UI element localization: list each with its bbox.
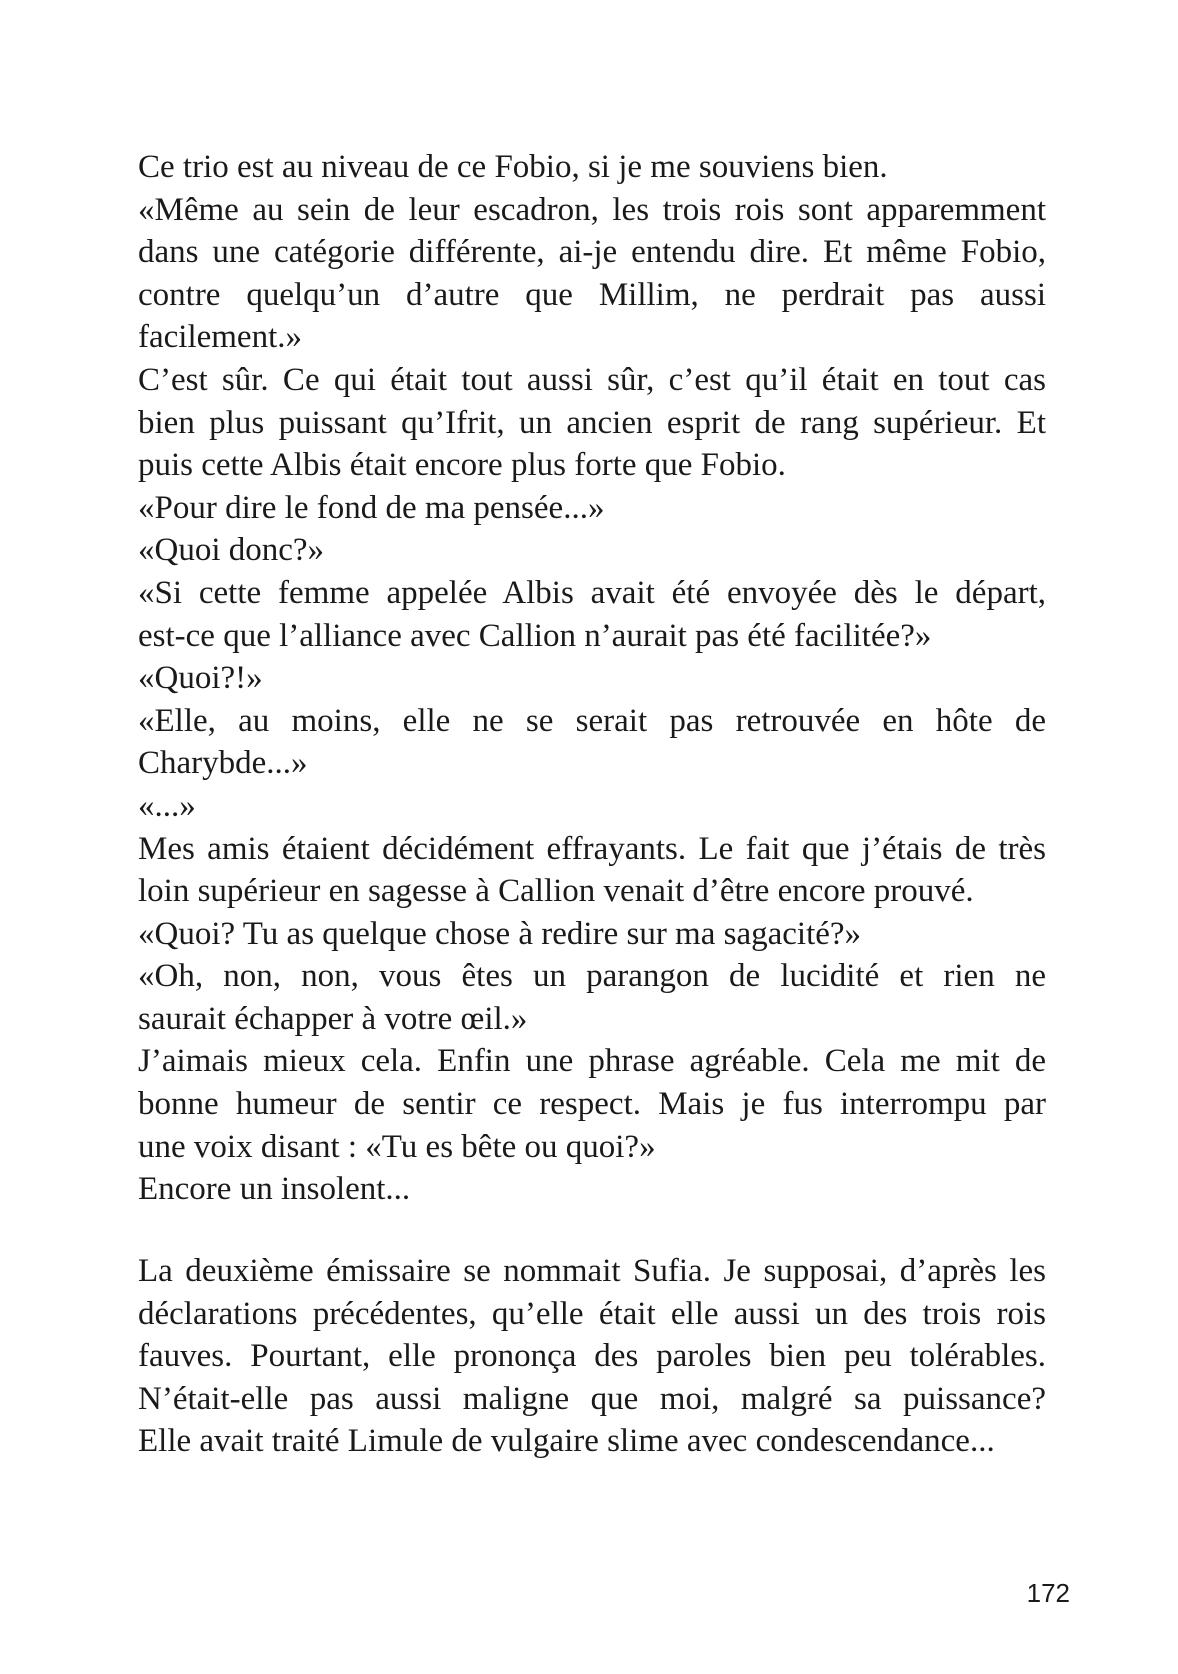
text-line: «Si cette femme appelée Albis avait été envoyée dès le départ, <box>138 574 1046 611</box>
text-line: Elle avait traité Limule de vulgaire slime avec condescendance... <box>138 1423 995 1460</box>
text-line: loin supérieur en sagesse à Callion venait d’être encore prouvé. <box>138 873 974 910</box>
text-line: «Quoi?!» <box>138 660 263 697</box>
text-line: C’est sûr. Ce qui était tout aussi sûr, c’est qu’il était en tout cas <box>138 361 1046 398</box>
text-line: «Quoi? Tu as quelque chose à redire sur ma sagacité?» <box>138 915 862 952</box>
text-line: J’aimais mieux cela. Enfin une phrase agréable. Cela me mit de <box>138 1043 1046 1080</box>
text-line: La deuxième émissaire se nommait Sufia. Je supposai, d’après les <box>138 1253 1046 1289</box>
text-block-2 <box>138 1250 1046 1463</box>
text-line: une voix disant : «Tu es bête ou quoi?» <box>138 1128 656 1165</box>
text-block-1 <box>138 146 1046 1211</box>
text-line: fauves. Pourtant, elle prononça des paroles bien peu tolérables. <box>138 1338 1046 1375</box>
text-line: Encore un insolent... <box>138 1171 411 1208</box>
text-line: «Même au sein de leur escadron, les trois rois sont apparemment <box>138 191 1046 228</box>
text-line: puis cette Albis était encore plus forte que Fobio. <box>138 447 786 484</box>
page-number: 172 <box>1026 1578 1070 1608</box>
text-line: bonne humeur de sentir ce respect. Mais je fus interrompu par <box>138 1086 1046 1123</box>
text-line: Ce trio est au niveau de ce Fobio, si je me souviens bien. <box>138 149 888 185</box>
text-line: «Oh, non, non, vous êtes un parangon de lucidité et rien ne <box>138 958 1046 995</box>
text-line: déclarations précédentes, qu’elle était elle aussi un des trois rois <box>138 1295 1046 1332</box>
text-line: «Pour dire le fond de ma pensée...» <box>138 489 605 526</box>
text-line: facilement.» <box>138 319 303 356</box>
text-line: «Elle, au moins, elle ne se serait pas retrouvée en hôte de <box>138 702 1046 739</box>
text-line: saurait échapper à votre œil.» <box>138 1000 528 1037</box>
text-line: Mes amis étaient décidément effrayants. Le fait que j’étais de très <box>138 830 1046 867</box>
text-line: est-ce que l’alliance avec Callion n’aurait pas été facilitée?» <box>138 617 932 654</box>
text-line: Charybde...» <box>138 745 308 782</box>
text-line: «Quoi donc?» <box>138 532 325 569</box>
text-line: «...» <box>138 787 196 824</box>
text-line: dans une catégorie différente, ai-je entendu dire. Et même Fobio, <box>138 234 1046 271</box>
text-line: contre quelqu’un d’autre que Millim, ne perdrait pas aussi <box>138 276 1046 313</box>
text-line: bien plus puissant qu’Ifrit, un ancien esprit de rang supérieur. Et <box>138 404 1046 441</box>
text-line: N’était-elle pas aussi maligne que moi, malgré sa puissance? <box>138 1380 1046 1417</box>
